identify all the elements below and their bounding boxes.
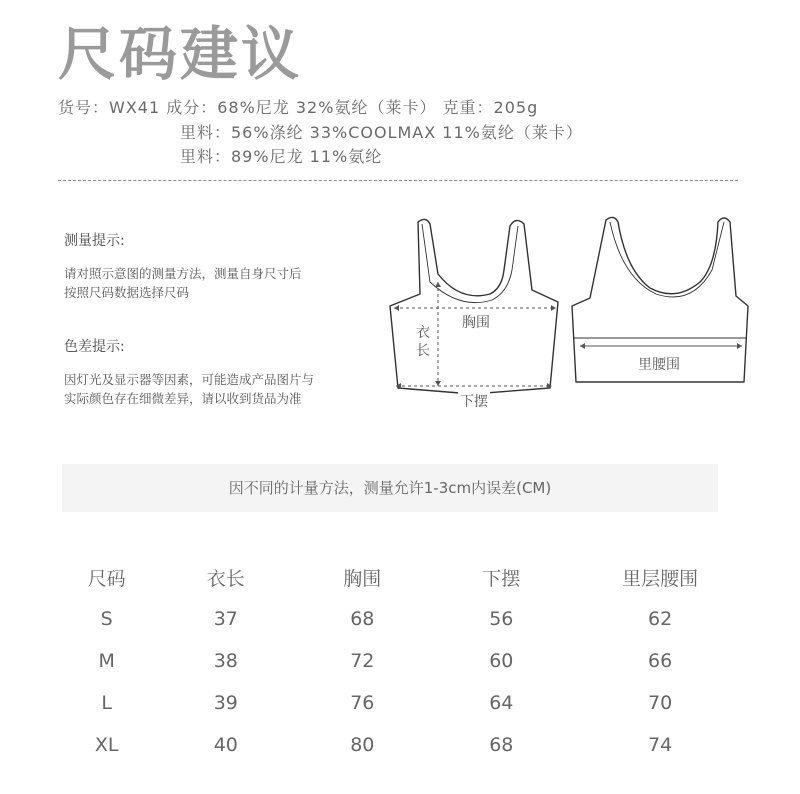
length-label: 衣长: [416, 325, 430, 359]
inner-waist-cell: 62: [648, 608, 673, 630]
header-hem: 下摆: [482, 567, 521, 590]
size-table: [62, 556, 742, 766]
dashed-divider: [58, 180, 738, 181]
inner-waist-cell: 74: [648, 734, 673, 756]
length-cell: 38: [213, 650, 238, 672]
size-cell: S: [100, 608, 113, 630]
measure-tip-line-1: 请对照示意图的测量方法，测量自身尺寸后: [64, 266, 302, 281]
page-title: 尺码建议: [58, 20, 303, 88]
hem-cell: 56: [489, 608, 514, 630]
inner-waist-cell: 66: [648, 650, 673, 672]
color-tip-line-1: 因灯光及显示器等因素，可能造成产品图片与: [64, 372, 315, 387]
length-cell: 39: [213, 692, 238, 714]
hem-label: 下摆: [458, 391, 490, 411]
measure-tip-title: 测量提示:: [64, 233, 125, 249]
table-row: [62, 640, 742, 682]
table-row: [62, 724, 742, 766]
spec-line-1: 货号：WX41 成分：68%尼龙 32%氨纶（莱卡） 克重：205g: [58, 98, 539, 117]
measurement-notice: 因不同的计量方法，测量允许1-3cm内误差(CM): [62, 464, 718, 512]
header-length: 衣长: [206, 567, 245, 590]
front-bra-diagram: [380, 210, 570, 410]
back-strap-inner: [610, 222, 724, 297]
header-size: 尺码: [87, 567, 126, 590]
chest-cell: 72: [350, 650, 375, 672]
color-tip-line-2: 实际颜色存在细微差异，请以收到货品为准: [64, 391, 302, 406]
size-cell: M: [98, 650, 115, 672]
header-chest: 胸围: [343, 567, 382, 590]
spec-line-3: 里料：89%尼龙 11%氨纶: [180, 147, 383, 166]
hem-cell: 60: [489, 650, 514, 672]
size-cell: XL: [94, 734, 119, 756]
chest-label: 胸围: [460, 312, 492, 332]
color-tip-title: 色差提示:: [64, 339, 125, 355]
size-cell: L: [101, 692, 112, 714]
chest-cell: 68: [350, 608, 375, 630]
chest-cell: 76: [350, 692, 375, 714]
inner-waist-cell: 70: [648, 692, 673, 714]
inner-waist-label: 里腰围: [636, 354, 682, 374]
table-header-row: [62, 556, 742, 598]
spec-line-2: 里料：56%涤纶 33%COOLMAX 11%氨纶（莱卡）: [180, 123, 583, 142]
length-cell: 40: [213, 734, 238, 756]
header-inner-waist: 里层腰围: [622, 567, 699, 590]
hem-cell: 64: [489, 692, 514, 714]
chest-cell: 80: [350, 734, 375, 756]
table-row: [62, 682, 742, 724]
hem-cell: 68: [489, 734, 514, 756]
front-outline: [390, 219, 558, 394]
length-cell: 37: [213, 608, 238, 630]
table-row: [62, 598, 742, 640]
measure-tip-line-2: 按照尺码数据选择尺码: [64, 285, 190, 300]
